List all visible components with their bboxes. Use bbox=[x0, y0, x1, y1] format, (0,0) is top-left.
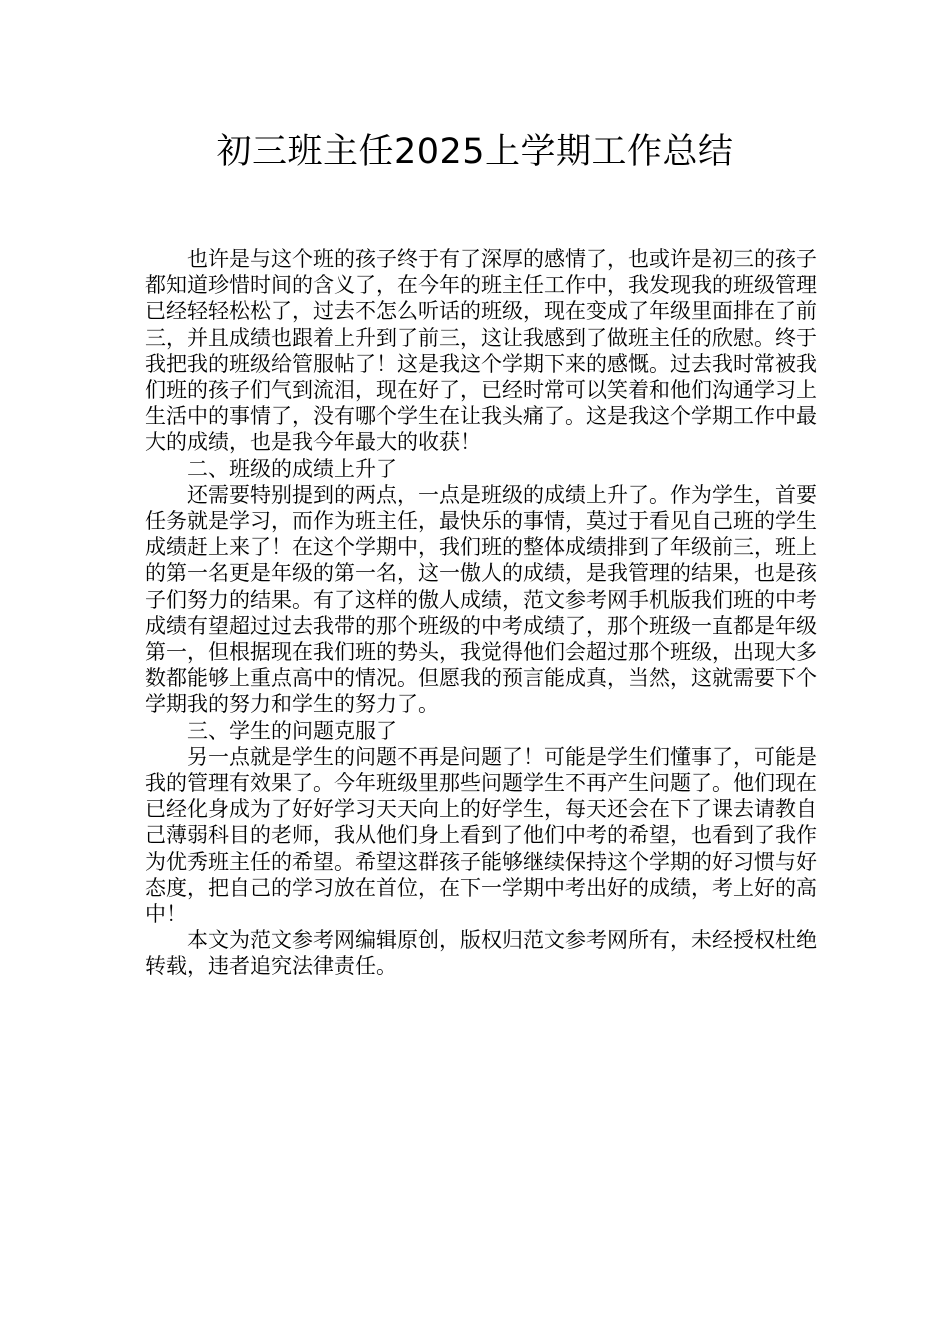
section-heading-grades: 二、班级的成绩上升了 bbox=[187, 456, 397, 481]
document-title: 初三班主任2025上学期工作总结 bbox=[216, 132, 734, 172]
paragraph-problems: 另一点就是学生的问题不再是问题了！可能是学生们懂事了，可能是我的管理有效果了。今年班级里那些问题学生不再产生问题了。他们现在已经化身成为了好好学习天天向上的好学生，每天还会在下了课去请教自己薄弱科目的老师，我从他们身上看到了他们中考的希望，也看到了我作为优秀班主任的希望。希望这群孩子能够继续保持这个学期的好习惯与好态度，把自己的学习放在首位，在下一学期中考出好的成绩，考上好的高中！ bbox=[145, 744, 817, 927]
paragraph-grades: 还需要特别提到的两点，一点是班级的成绩上升了。作为学生，首要任务就是学习，而作为班主任，最快乐的事情，莫过于看见自己班的学生成绩赶上来了！在这个学期中，我们班的整体成绩排到了年级前三，班上的第一名更是年级的第一名，这一傲人的成绩，是我管理的结果，也是孩子们努力的结果。有了这样的傲人成绩，范文参考网手机版我们班的中考成绩有望超过过去我带的那个班级的中考成绩了，那个班级一直都是年级第一，但根据现在我们班的势头，我觉得他们会超过那个班级，出现大多数都能够上重点高中的情况。但愿我的预言能成真，当然，这就需要下个学期我的努力和学生的努力了。 bbox=[145, 482, 817, 717]
section-heading-problems: 三、学生的问题克服了 bbox=[187, 718, 397, 743]
paragraph-intro: 也许是与这个班的孩子终于有了深厚的感情了，也或许是初三的孩子都知道珍惜时间的含义了，在今年的班主任工作中，我发现我的班级管理已经轻轻松松了，过去不怎么听话的班级，现在变成了年级里面排在了前三，并且成绩也跟着上升到了前三，这让我感到了做班主任的欣慰。终于我把我的班级给管服帖了！这是我这个学期下来的感慨。过去我时常被我们班的孩子们气到流泪，现在好了，已经时常可以笑着和他们沟通学习上生活中的事情了，没有哪个学生在让我头痛了。这是我这个学期工作中最大的成绩，也是我今年最大的收获！ bbox=[145, 247, 817, 455]
document-body bbox=[145, 246, 817, 980]
copyright-notice: 本文为范文参考网编辑原创，版权归范文参考网所有，未经授权杜绝转载，违者追究法律责任。 bbox=[145, 928, 817, 979]
